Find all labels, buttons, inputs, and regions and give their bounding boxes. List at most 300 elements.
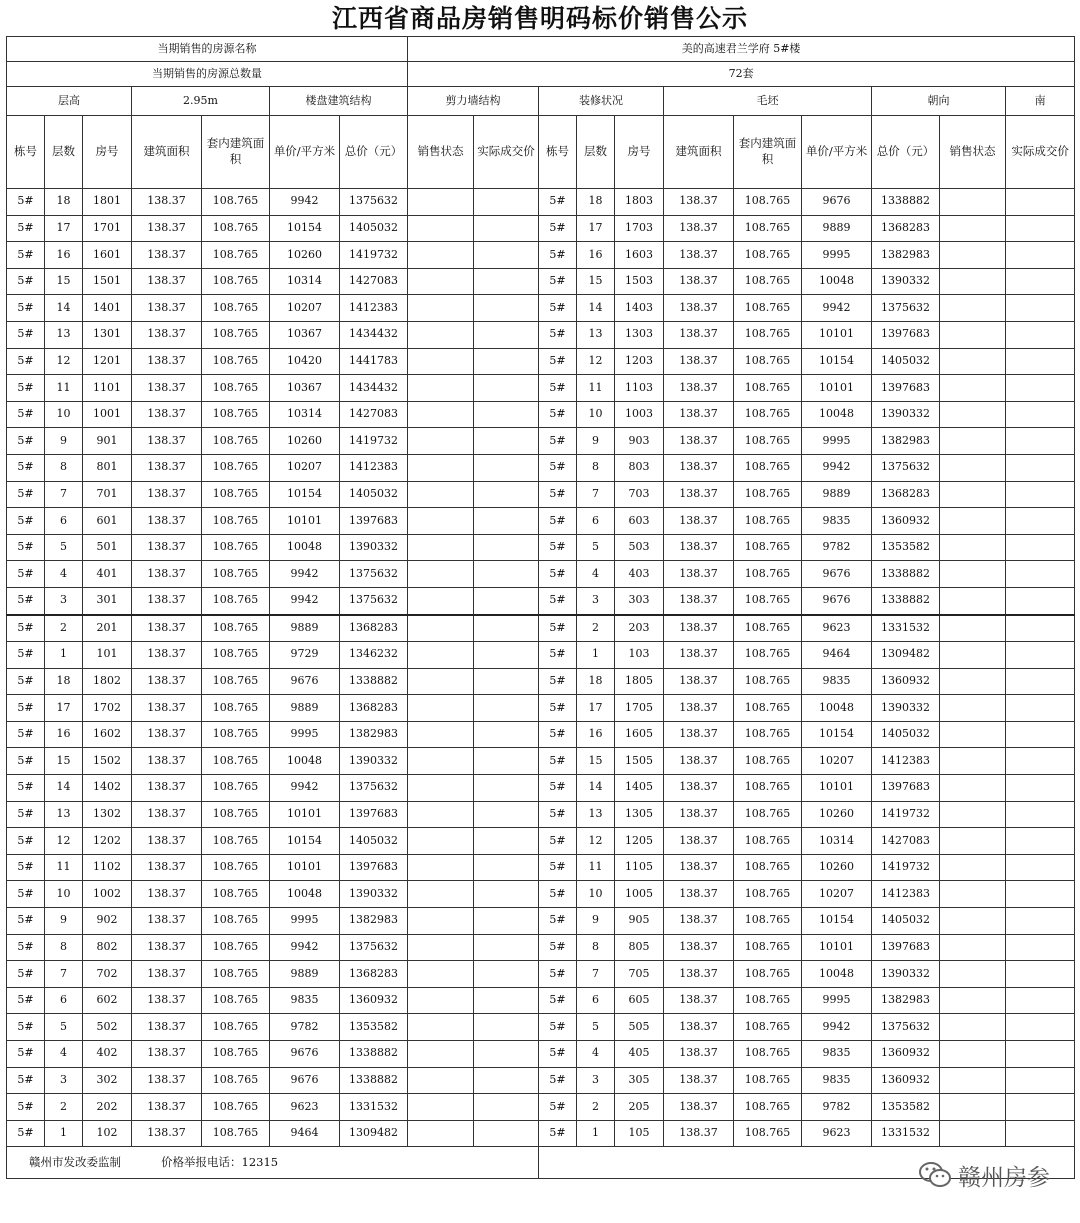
table-cell: 5# <box>7 401 45 428</box>
table-cell: 5# <box>539 908 577 935</box>
table-cell: 1605 <box>615 721 664 748</box>
table-row <box>7 668 1075 695</box>
table-cell: 10048 <box>270 748 340 775</box>
table-cell: 9995 <box>802 242 872 269</box>
table-cell: 1360932 <box>340 987 408 1014</box>
table-cell: 1397683 <box>340 854 408 881</box>
table-cell: 108.765 <box>734 1120 802 1147</box>
table-cell: 903 <box>615 428 664 455</box>
table-cell <box>1006 881 1075 908</box>
table-cell: 108.765 <box>202 748 270 775</box>
table-cell: 5# <box>539 428 577 455</box>
table-cell: 1305 <box>615 801 664 828</box>
table-cell: 5# <box>539 1041 577 1068</box>
table-cell: 701 <box>83 481 132 508</box>
table-cell: 108.765 <box>202 587 270 614</box>
table-cell: 6 <box>45 987 83 1014</box>
table-cell: 4 <box>577 1041 615 1068</box>
table-cell: 1338882 <box>340 1067 408 1094</box>
table-cell <box>408 615 474 642</box>
table-cell: 108.765 <box>202 908 270 935</box>
table-cell: 5# <box>539 881 577 908</box>
table-cell: 1801 <box>83 189 132 216</box>
table-cell: 1419732 <box>340 428 408 455</box>
table-cell: 138.37 <box>132 775 202 802</box>
table-cell: 503 <box>615 534 664 561</box>
table-cell: 13 <box>45 801 83 828</box>
table-cell: 5# <box>539 454 577 481</box>
table-cell: 5# <box>539 215 577 242</box>
table-cell: 1346232 <box>340 642 408 669</box>
table-cell <box>1006 721 1075 748</box>
table-cell: 5# <box>539 1067 577 1094</box>
table-cell: 1375632 <box>340 775 408 802</box>
table-cell: 108.765 <box>734 934 802 961</box>
table-cell: 138.37 <box>664 695 734 722</box>
table-cell <box>474 561 539 588</box>
table-cell: 5# <box>7 508 45 535</box>
table-cell: 5# <box>539 987 577 1014</box>
table-cell: 10048 <box>802 961 872 988</box>
table-cell: 108.765 <box>202 534 270 561</box>
table-cell: 9676 <box>802 561 872 588</box>
watermark <box>918 1155 1050 1195</box>
table-cell: 1382983 <box>872 428 940 455</box>
table-cell <box>940 934 1006 961</box>
table-cell: 10260 <box>270 428 340 455</box>
table-cell: 108.765 <box>202 881 270 908</box>
table-cell: 1 <box>577 642 615 669</box>
table-cell: 1331532 <box>340 1094 408 1121</box>
table-cell: 9995 <box>270 908 340 935</box>
table-cell: 9942 <box>802 295 872 322</box>
table-cell: 17 <box>577 215 615 242</box>
table-row <box>7 961 1075 988</box>
table-cell: 1338882 <box>872 587 940 614</box>
table-cell: 16 <box>45 721 83 748</box>
table-cell: 9623 <box>802 1120 872 1147</box>
table-cell: 1302 <box>83 801 132 828</box>
table-cell: 405 <box>615 1041 664 1068</box>
table-cell <box>940 295 1006 322</box>
column-header: 单价/平方米 <box>270 116 340 189</box>
table-cell: 12 <box>577 348 615 375</box>
table-cell: 15 <box>577 748 615 775</box>
table-cell: 108.765 <box>734 881 802 908</box>
table-cell: 108.765 <box>734 401 802 428</box>
table-cell: 17 <box>45 215 83 242</box>
table-cell <box>1006 189 1075 216</box>
table-cell: 1502 <box>83 748 132 775</box>
table-cell: 108.765 <box>734 987 802 1014</box>
table-cell: 138.37 <box>664 268 734 295</box>
table-cell: 9995 <box>802 428 872 455</box>
table-cell <box>408 828 474 855</box>
table-cell: 5# <box>539 508 577 535</box>
table-cell: 108.765 <box>734 561 802 588</box>
table-cell <box>408 481 474 508</box>
table-cell: 12 <box>577 828 615 855</box>
table-cell: 138.37 <box>664 854 734 881</box>
table-cell: 705 <box>615 961 664 988</box>
table-cell <box>1006 508 1075 535</box>
count-label: 当期销售的房源总数量 <box>7 62 408 87</box>
table-cell: 5# <box>539 242 577 269</box>
table-cell: 1419732 <box>872 854 940 881</box>
table-cell: 5# <box>7 695 45 722</box>
table-cell: 138.37 <box>664 801 734 828</box>
table-row <box>7 454 1075 481</box>
table-cell <box>408 1094 474 1121</box>
table-cell: 10048 <box>802 268 872 295</box>
table-cell <box>1006 801 1075 828</box>
table-cell: 138.37 <box>132 508 202 535</box>
table-cell: 703 <box>615 481 664 508</box>
table-cell: 138.37 <box>132 668 202 695</box>
table-cell: 9835 <box>802 508 872 535</box>
table-cell: 10154 <box>270 481 340 508</box>
column-header: 房号 <box>83 116 132 189</box>
table-cell: 10154 <box>802 348 872 375</box>
table-cell: 108.765 <box>202 215 270 242</box>
table-cell: 5# <box>539 1120 577 1147</box>
table-cell: 108.765 <box>202 721 270 748</box>
table-cell <box>1006 348 1075 375</box>
table-cell: 302 <box>83 1067 132 1094</box>
structure-label: 楼盘建筑结构 <box>270 87 408 116</box>
table-cell: 1338882 <box>340 668 408 695</box>
table-cell: 10207 <box>270 454 340 481</box>
table-cell: 1201 <box>83 348 132 375</box>
table-cell <box>474 828 539 855</box>
table-cell: 138.37 <box>664 561 734 588</box>
column-header: 实际成交价 <box>1006 116 1075 189</box>
table-cell <box>1006 775 1075 802</box>
table-cell: 108.765 <box>202 189 270 216</box>
table-cell: 108.765 <box>734 1041 802 1068</box>
table-cell: 4 <box>45 561 83 588</box>
table-cell: 8 <box>577 454 615 481</box>
table-cell: 108.765 <box>202 1067 270 1094</box>
table-cell <box>1006 242 1075 269</box>
table-cell: 5# <box>7 801 45 828</box>
table-row <box>7 401 1075 428</box>
table-cell: 16 <box>577 721 615 748</box>
table-cell <box>940 189 1006 216</box>
table-cell <box>408 189 474 216</box>
column-header: 建筑面积 <box>132 116 202 189</box>
table-cell: 138.37 <box>132 1041 202 1068</box>
table-cell: 1390332 <box>340 748 408 775</box>
table-cell: 5# <box>7 242 45 269</box>
table-cell: 138.37 <box>132 642 202 669</box>
table-cell: 5# <box>7 961 45 988</box>
table-cell: 9782 <box>270 1014 340 1041</box>
table-cell <box>1006 454 1075 481</box>
table-cell: 1390332 <box>872 961 940 988</box>
table-cell <box>474 721 539 748</box>
table-row <box>7 748 1075 775</box>
table-cell <box>474 1041 539 1068</box>
table-row <box>7 189 1075 216</box>
table-cell: 5# <box>539 348 577 375</box>
table-cell <box>1006 1041 1075 1068</box>
table-cell: 108.765 <box>202 1014 270 1041</box>
table-cell <box>408 242 474 269</box>
table-cell <box>1006 587 1075 614</box>
table-cell <box>940 348 1006 375</box>
page-title: 江西省商品房销售明码标价销售公示 <box>331 4 748 33</box>
table-cell: 12 <box>45 828 83 855</box>
table-cell: 1501 <box>83 268 132 295</box>
table-cell: 1353582 <box>872 534 940 561</box>
table-cell <box>940 428 1006 455</box>
table-cell <box>940 215 1006 242</box>
table-cell: 108.765 <box>202 1120 270 1147</box>
table-cell: 108.765 <box>202 268 270 295</box>
name-label: 当期销售的房源名称 <box>7 37 408 62</box>
table-cell <box>408 934 474 961</box>
table-cell: 138.37 <box>132 615 202 642</box>
table-cell <box>408 1067 474 1094</box>
table-cell: 10367 <box>270 375 340 402</box>
table-cell: 8 <box>45 454 83 481</box>
table-cell: 5# <box>539 668 577 695</box>
table-cell: 10420 <box>270 348 340 375</box>
table-cell: 108.765 <box>734 615 802 642</box>
table-cell: 1390332 <box>872 695 940 722</box>
table-cell <box>1006 934 1075 961</box>
table-cell: 108.765 <box>202 295 270 322</box>
table-cell: 9676 <box>802 587 872 614</box>
table-cell <box>474 1094 539 1121</box>
table-cell <box>474 189 539 216</box>
table-cell: 1301 <box>83 321 132 348</box>
table-cell: 9464 <box>270 1120 340 1147</box>
table-row <box>7 1120 1075 1147</box>
table-cell: 1101 <box>83 375 132 402</box>
table-cell <box>474 295 539 322</box>
column-header: 栋号 <box>539 116 577 189</box>
table-cell: 5# <box>7 615 45 642</box>
table-cell: 7 <box>45 961 83 988</box>
table-cell <box>940 642 1006 669</box>
column-header: 套内建筑面积 <box>202 116 270 189</box>
table-cell: 10260 <box>802 801 872 828</box>
table-cell: 10101 <box>270 854 340 881</box>
table-cell: 108.765 <box>734 642 802 669</box>
table-cell: 5 <box>577 1014 615 1041</box>
table-cell: 601 <box>83 508 132 535</box>
table-cell: 7 <box>45 481 83 508</box>
table-cell <box>474 375 539 402</box>
table-cell: 108.765 <box>202 668 270 695</box>
table-cell: 9889 <box>270 961 340 988</box>
table-row <box>7 615 1075 642</box>
table-cell: 1402 <box>83 775 132 802</box>
table-cell: 5# <box>7 748 45 775</box>
table-cell: 108.765 <box>734 668 802 695</box>
table-cell: 1427083 <box>340 401 408 428</box>
table-cell: 9676 <box>802 189 872 216</box>
table-cell: 138.37 <box>132 1120 202 1147</box>
table-cell: 9623 <box>802 615 872 642</box>
table-cell: 138.37 <box>664 987 734 1014</box>
table-row <box>7 642 1075 669</box>
table-cell: 303 <box>615 587 664 614</box>
table-cell: 1505 <box>615 748 664 775</box>
table-cell: 108.765 <box>734 348 802 375</box>
table-cell <box>474 481 539 508</box>
table-cell: 5# <box>7 854 45 881</box>
table-cell <box>940 1094 1006 1121</box>
table-cell: 203 <box>615 615 664 642</box>
table-cell: 5# <box>7 721 45 748</box>
table-cell <box>408 854 474 881</box>
table-cell: 603 <box>615 508 664 535</box>
table-cell: 9623 <box>270 1094 340 1121</box>
table-cell: 108.765 <box>734 748 802 775</box>
table-cell: 138.37 <box>132 428 202 455</box>
table-cell: 108.765 <box>202 961 270 988</box>
table-cell: 108.765 <box>734 375 802 402</box>
table-cell: 102 <box>83 1120 132 1147</box>
table-cell: 108.765 <box>202 321 270 348</box>
table-cell: 13 <box>577 801 615 828</box>
table-cell: 1703 <box>615 215 664 242</box>
table-cell: 108.765 <box>734 854 802 881</box>
table-cell: 805 <box>615 934 664 961</box>
table-cell: 9889 <box>270 695 340 722</box>
table-cell: 301 <box>83 587 132 614</box>
table-cell: 108.765 <box>202 615 270 642</box>
table-cell <box>408 908 474 935</box>
table-cell: 10048 <box>270 534 340 561</box>
table-cell <box>474 908 539 935</box>
table-cell: 1419732 <box>340 242 408 269</box>
table-row <box>7 375 1075 402</box>
table-cell: 1368283 <box>340 615 408 642</box>
table-cell <box>940 454 1006 481</box>
table-cell: 9 <box>45 908 83 935</box>
table-cell <box>940 748 1006 775</box>
table-cell: 138.37 <box>132 454 202 481</box>
table-cell <box>408 1014 474 1041</box>
table-cell: 138.37 <box>132 828 202 855</box>
table-row <box>7 215 1075 242</box>
table-cell: 10154 <box>270 215 340 242</box>
table-cell: 5# <box>539 375 577 402</box>
table-cell: 9835 <box>802 668 872 695</box>
table-cell: 10154 <box>802 721 872 748</box>
table-cell <box>1006 748 1075 775</box>
table-cell <box>408 642 474 669</box>
table-cell <box>408 295 474 322</box>
table-cell: 1397683 <box>872 934 940 961</box>
table-cell: 10314 <box>802 828 872 855</box>
table-cell: 401 <box>83 561 132 588</box>
table-cell: 1338882 <box>340 1041 408 1068</box>
table-cell: 138.37 <box>132 987 202 1014</box>
table-cell: 1390332 <box>872 268 940 295</box>
table-cell <box>474 401 539 428</box>
table-cell: 138.37 <box>664 189 734 216</box>
table-cell <box>940 534 1006 561</box>
table-cell: 138.37 <box>132 561 202 588</box>
table-cell: 138.37 <box>664 881 734 908</box>
table-cell <box>1006 1094 1075 1121</box>
table-cell <box>940 321 1006 348</box>
table-cell: 14 <box>45 775 83 802</box>
table-cell: 108.765 <box>202 987 270 1014</box>
table-cell <box>940 401 1006 428</box>
table-cell: 108.765 <box>202 642 270 669</box>
table-cell: 11 <box>577 375 615 402</box>
table-cell: 14 <box>577 775 615 802</box>
table-cell <box>474 801 539 828</box>
table-cell: 10207 <box>802 881 872 908</box>
table-cell: 18 <box>45 189 83 216</box>
table-cell: 138.37 <box>132 881 202 908</box>
table-row <box>7 775 1075 802</box>
table-cell: 108.765 <box>202 375 270 402</box>
table-cell: 1103 <box>615 375 664 402</box>
table-cell: 5# <box>7 668 45 695</box>
table-cell <box>1006 534 1075 561</box>
table-cell <box>940 375 1006 402</box>
table-cell: 3 <box>577 1067 615 1094</box>
table-cell <box>1006 1014 1075 1041</box>
table-cell: 3 <box>577 587 615 614</box>
table-cell: 201 <box>83 615 132 642</box>
table-cell: 1397683 <box>340 801 408 828</box>
table-cell: 5# <box>539 615 577 642</box>
table-cell <box>474 242 539 269</box>
table-cell: 5# <box>7 908 45 935</box>
table-cell: 138.37 <box>664 1120 734 1147</box>
table-cell: 9942 <box>270 934 340 961</box>
table-cell: 9835 <box>802 1067 872 1094</box>
table-cell: 5# <box>539 587 577 614</box>
table-cell: 9942 <box>270 775 340 802</box>
table-cell: 1419732 <box>872 801 940 828</box>
table-cell <box>1006 401 1075 428</box>
table-cell <box>1006 961 1075 988</box>
table-cell <box>1006 321 1075 348</box>
table-cell: 138.37 <box>664 375 734 402</box>
table-cell: 18 <box>577 668 615 695</box>
table-cell: 18 <box>577 189 615 216</box>
table-cell: 6 <box>45 508 83 535</box>
table-cell <box>474 587 539 614</box>
table-cell <box>940 908 1006 935</box>
structure-value: 剪力墙结构 <box>408 87 539 116</box>
table-cell: 5# <box>7 642 45 669</box>
table-cell: 5# <box>539 854 577 881</box>
table-cell: 702 <box>83 961 132 988</box>
table-cell: 108.765 <box>734 295 802 322</box>
table-cell <box>1006 987 1075 1014</box>
table-cell: 2 <box>45 1094 83 1121</box>
table-cell: 5# <box>539 801 577 828</box>
table-cell: 1441783 <box>340 348 408 375</box>
table-cell: 2 <box>577 1094 615 1121</box>
table-cell: 108.765 <box>734 321 802 348</box>
watermark-text: 赣州房参 <box>958 1164 1050 1191</box>
table-cell: 5# <box>7 881 45 908</box>
column-header: 单价/平方米 <box>802 116 872 189</box>
table-cell: 138.37 <box>132 242 202 269</box>
